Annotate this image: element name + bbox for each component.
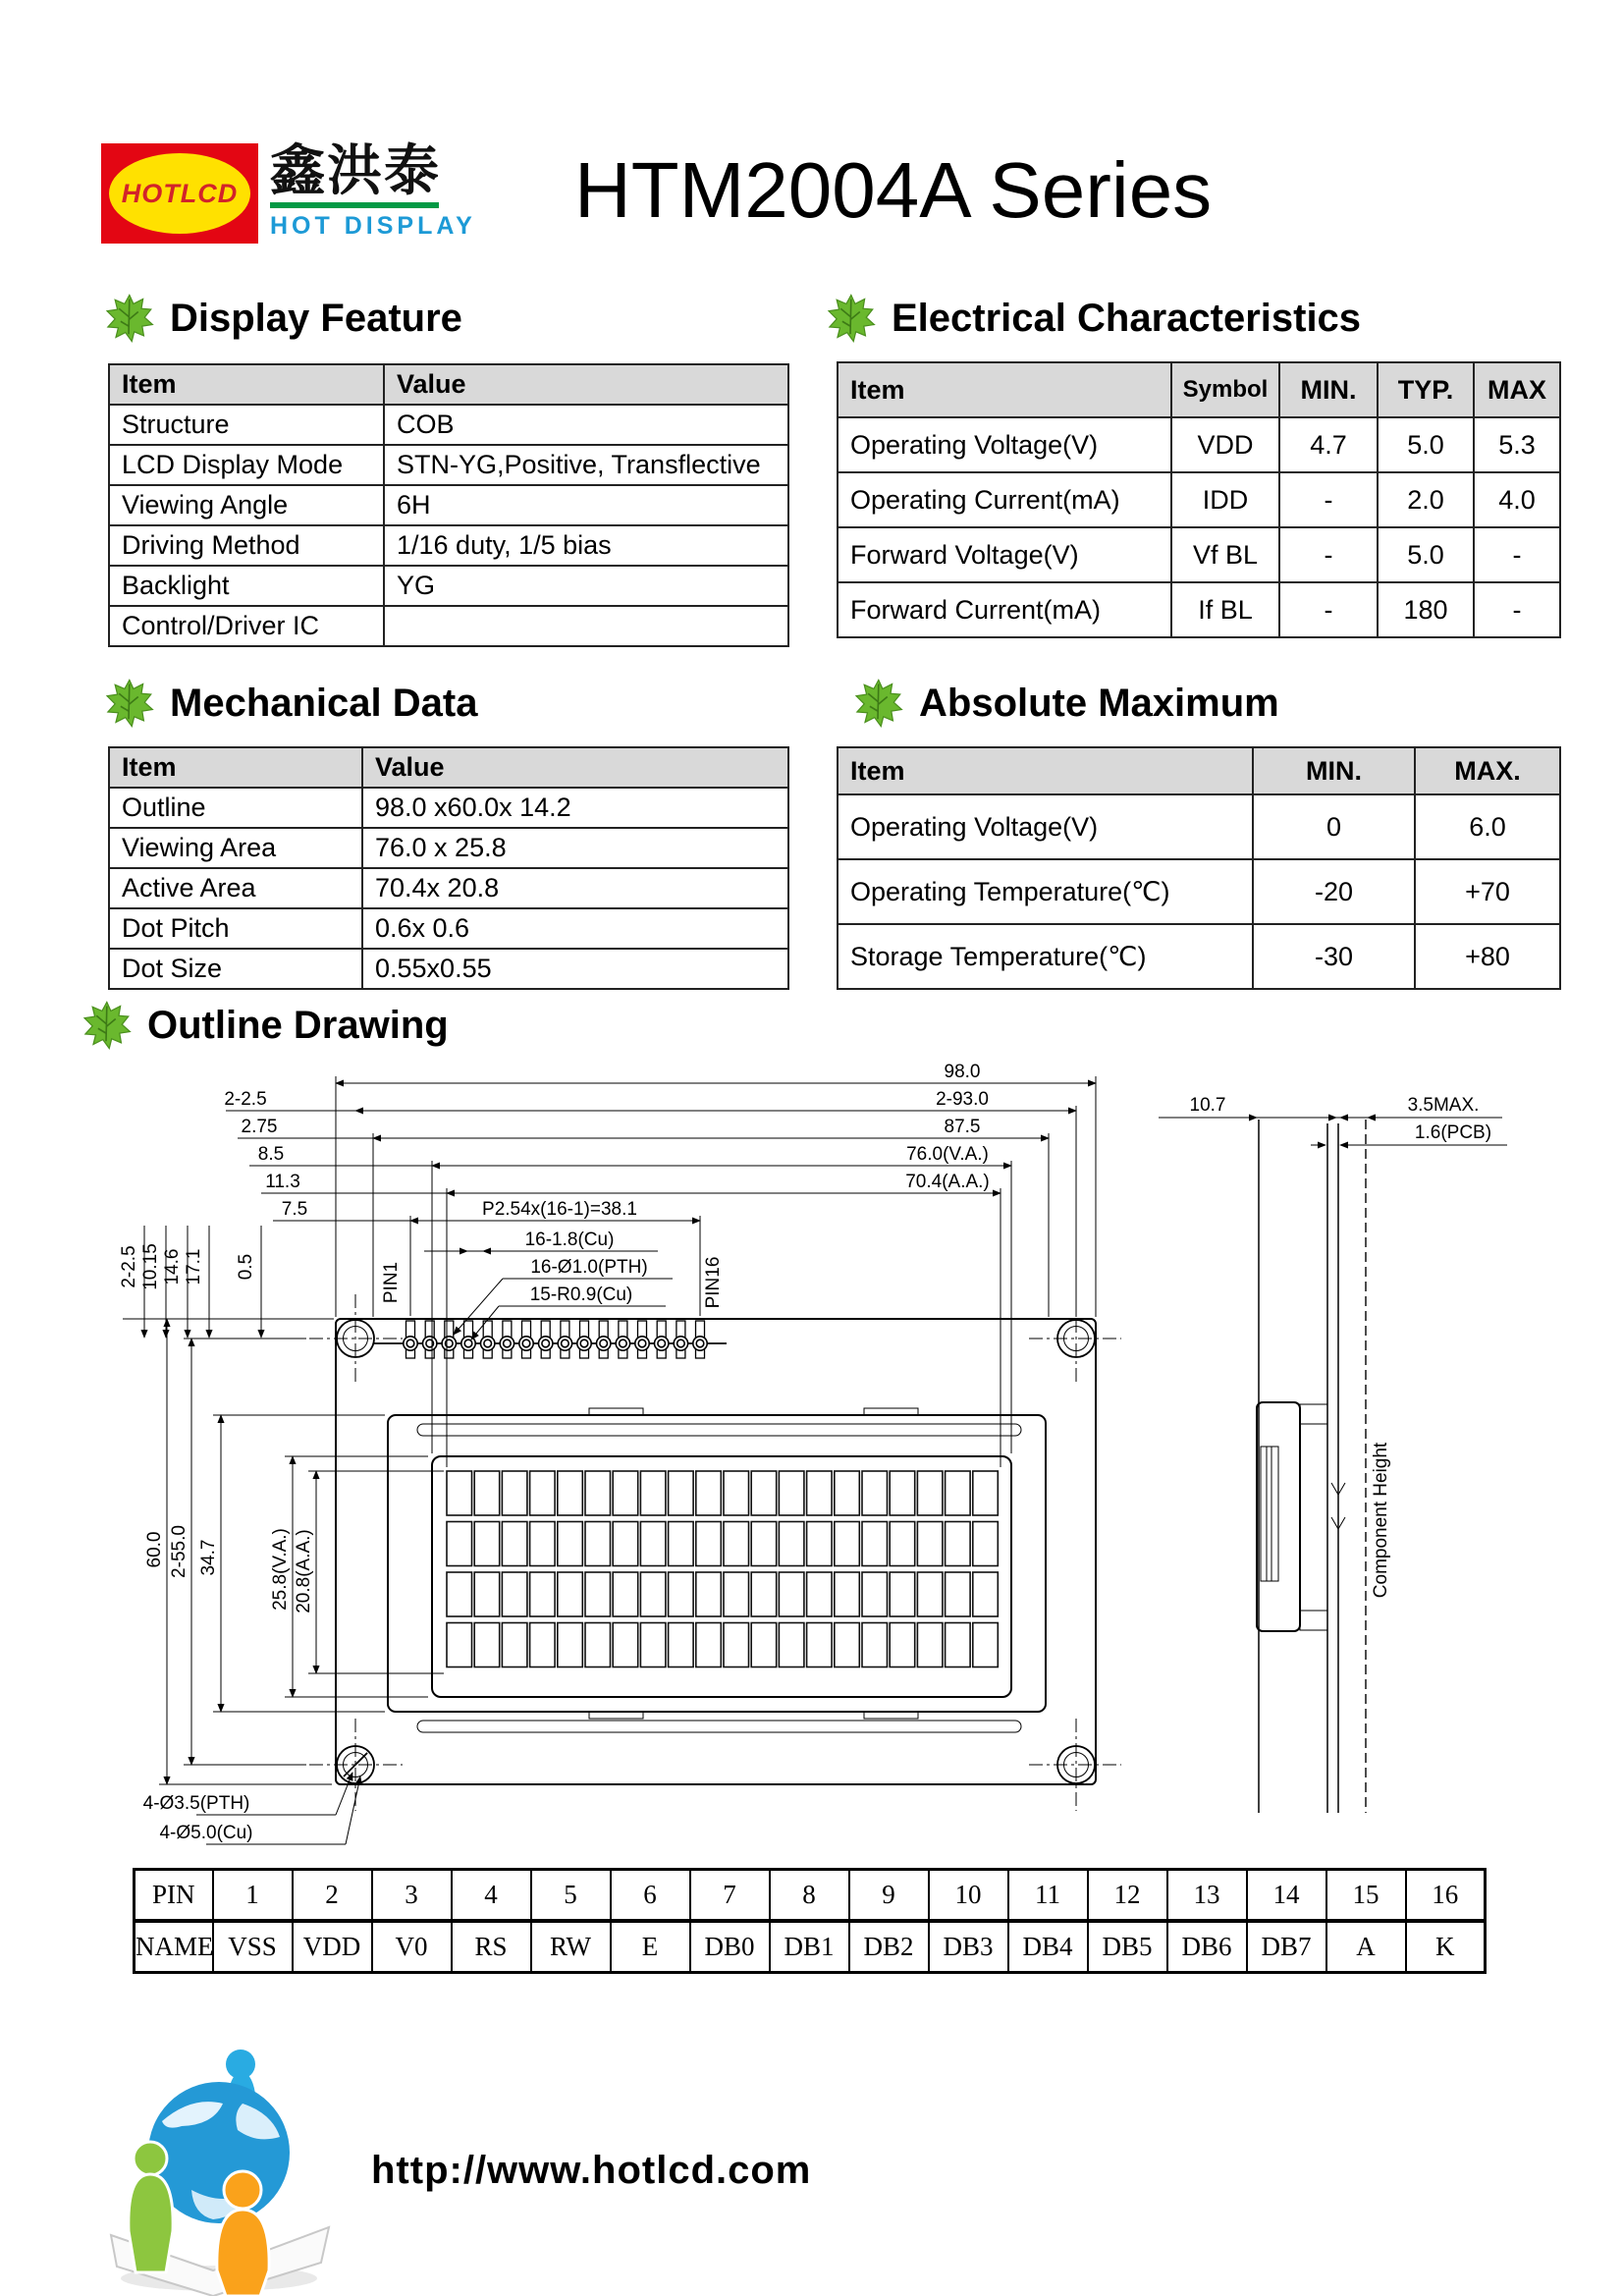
- table-cell: RW: [531, 1921, 611, 1973]
- table-cell: VDD: [1171, 417, 1279, 472]
- table-cell: +70: [1415, 859, 1560, 924]
- dim-label: 2-2.5: [119, 1245, 139, 1288]
- dim-label: 2-2.5: [224, 1089, 267, 1110]
- front-view: [309, 1253, 1121, 1811]
- table-cell: Operating Voltage(V): [838, 794, 1253, 859]
- table-cell: DB4: [1008, 1921, 1088, 1973]
- table-cell: 98.0 x60.0x 14.2: [362, 788, 788, 828]
- footer-globe-logo: [93, 2043, 349, 2296]
- heading-electrical: [825, 293, 1361, 344]
- dim-label: 14.6: [162, 1248, 183, 1285]
- table-cell: Active Area: [109, 868, 362, 908]
- table-cell: 4.0: [1474, 472, 1560, 527]
- dim-label: 0.5: [236, 1253, 256, 1281]
- table-cell: 0.55x0.55: [362, 949, 788, 989]
- table-cell: YG: [384, 566, 788, 606]
- table-cell: 5.3: [1474, 417, 1560, 472]
- table-cell: [384, 606, 788, 646]
- logo-background: [101, 143, 258, 244]
- dim-label: 1.6(PCB): [1414, 1122, 1492, 1143]
- heading-text: Absolute Maximum: [919, 681, 1279, 725]
- absolute-maximum-table: [837, 746, 1561, 990]
- table-cell: LCD Display Mode: [109, 445, 384, 485]
- table-cell: 76.0 x 25.8: [362, 828, 788, 868]
- table-cell: 0.6x 0.6: [362, 908, 788, 949]
- table-cell: Backlight: [109, 566, 384, 606]
- component-height-label: Component Height: [1371, 1442, 1391, 1599]
- logo-ellipse: [109, 153, 250, 234]
- mechanical-table: [108, 746, 789, 990]
- table-cell: -20: [1253, 859, 1415, 924]
- table-cell: DB7: [1247, 1921, 1326, 1973]
- heading-text: Display Feature: [170, 296, 462, 340]
- table-cell: 12: [1088, 1870, 1167, 1922]
- dim-label: 3.5MAX.: [1407, 1095, 1480, 1116]
- logo-mark-text: HOTLCD: [121, 178, 239, 208]
- pin-assignment-table: [133, 1868, 1487, 1974]
- table-cell: 5: [531, 1870, 611, 1922]
- table-cell: 6: [611, 1870, 690, 1922]
- leaf-icon: [825, 293, 876, 344]
- table-cell: Vf BL: [1171, 527, 1279, 582]
- table-cell: DB3: [929, 1921, 1008, 1973]
- dim-label: 15-R0.9(Cu): [529, 1285, 633, 1305]
- table-cell: Operating Voltage(V): [838, 417, 1171, 472]
- table-cell: 4.7: [1279, 417, 1378, 472]
- heading-text: Outline Drawing: [147, 1003, 449, 1047]
- table-cell: 7: [690, 1870, 770, 1922]
- table-cell: RS: [452, 1921, 531, 1973]
- dimension-lines-left: [144, 1319, 444, 1784]
- table-cell: Item: [109, 364, 384, 405]
- table-cell: 5.0: [1378, 527, 1474, 582]
- table-cell: Outline: [109, 788, 362, 828]
- logo-green-bar: [270, 202, 439, 208]
- dim-label: 17.1: [184, 1248, 204, 1285]
- table-cell: Item: [838, 362, 1171, 417]
- table-cell: Viewing Angle: [109, 485, 384, 525]
- table-cell: -: [1279, 582, 1378, 637]
- table-cell: Driving Method: [109, 525, 384, 566]
- table-cell: TYP.: [1378, 362, 1474, 417]
- dimension-lines-top: [224, 1062, 1096, 1467]
- pin1-label: PIN1: [381, 1261, 402, 1304]
- table-cell: NAME: [135, 1921, 213, 1973]
- table-cell: V0: [372, 1921, 452, 1973]
- table-cell: Storage Temperature(℃): [838, 924, 1253, 989]
- dim-label: 2.75: [241, 1117, 278, 1137]
- table-cell: E: [611, 1921, 690, 1973]
- table-cell: MAX: [1474, 362, 1560, 417]
- table-cell: VSS: [213, 1921, 293, 1973]
- table-cell: 11: [1008, 1870, 1088, 1922]
- table-cell: 14: [1247, 1870, 1326, 1922]
- company-logo: [101, 139, 563, 251]
- table-cell: 9: [849, 1870, 929, 1922]
- dim-label: 2-55.0: [169, 1525, 189, 1578]
- website-url: http://www.hotlcd.com: [371, 2149, 812, 2192]
- dim-label: 60.0: [144, 1531, 165, 1568]
- pin16-label: PIN16: [703, 1256, 724, 1309]
- page-title: HTM2004A Series: [574, 146, 1213, 234]
- dimension-lines-pin-offsets: [119, 1226, 334, 1338]
- table-cell: MAX.: [1415, 747, 1560, 794]
- table-cell: Operating Current(mA): [838, 472, 1171, 527]
- table-cell: 0: [1253, 794, 1415, 859]
- leaf-icon: [103, 678, 154, 729]
- heading-mechanical: [103, 678, 477, 729]
- table-cell: Item: [109, 747, 362, 788]
- table-cell: Item: [838, 747, 1253, 794]
- table-cell: IDD: [1171, 472, 1279, 527]
- table-cell: VDD: [293, 1921, 372, 1973]
- dim-label: 16-1.8(Cu): [524, 1230, 615, 1250]
- leaf-icon: [103, 293, 154, 344]
- table-cell: 3: [372, 1870, 452, 1922]
- dim-label: 70.4(A.A.): [905, 1172, 990, 1192]
- display-feature-table: [108, 363, 789, 647]
- table-cell: MIN.: [1279, 362, 1378, 417]
- dim-label: 10.15: [140, 1243, 161, 1290]
- table-cell: PIN: [135, 1870, 213, 1922]
- table-cell: 180: [1378, 582, 1474, 637]
- logo-chinese-text: 鑫洪泰: [270, 139, 441, 201]
- table-cell: Dot Size: [109, 949, 362, 989]
- dim-label: P2.54x(16-1)=38.1: [482, 1199, 637, 1220]
- table-cell: Dot Pitch: [109, 908, 362, 949]
- side-view: [1159, 1095, 1507, 1813]
- table-cell: -: [1474, 582, 1560, 637]
- table-cell: DB5: [1088, 1921, 1167, 1973]
- electrical-table: [837, 361, 1561, 638]
- table-cell: Viewing Area: [109, 828, 362, 868]
- dim-label: 25.8(V.A.): [270, 1528, 291, 1611]
- table-cell: MIN.: [1253, 747, 1415, 794]
- dim-label: 10.7: [1189, 1095, 1226, 1116]
- table-cell: 70.4x 20.8: [362, 868, 788, 908]
- table-cell: STN-YG,Positive, Transflective: [384, 445, 788, 485]
- dim-label: 16-Ø1.0(PTH): [530, 1257, 648, 1278]
- dim-label: 2-93.0: [936, 1089, 989, 1110]
- table-cell: 13: [1167, 1870, 1247, 1922]
- dim-label: 11.3: [265, 1172, 300, 1192]
- table-cell: -: [1279, 472, 1378, 527]
- table-cell: -: [1279, 527, 1378, 582]
- table-cell: A: [1326, 1921, 1406, 1973]
- table-cell: DB2: [849, 1921, 929, 1973]
- leaf-icon: [81, 1000, 132, 1051]
- table-cell: 6H: [384, 485, 788, 525]
- dim-label: 7.5: [281, 1199, 308, 1220]
- table-cell: Forward Current(mA): [838, 582, 1171, 637]
- table-cell: Control/Driver IC: [109, 606, 384, 646]
- heading-text: Electrical Characteristics: [892, 296, 1362, 340]
- table-cell: DB6: [1167, 1921, 1247, 1973]
- table-cell: 8: [770, 1870, 849, 1922]
- table-cell: 2: [293, 1870, 372, 1922]
- table-cell: 16: [1406, 1870, 1486, 1922]
- dim-label: 4-Ø3.5(PTH): [142, 1793, 250, 1814]
- dim-label: 76.0(V.A.): [906, 1144, 989, 1165]
- heading-absolute-maximum: [852, 678, 1279, 729]
- heading-outline-drawing: [81, 1000, 449, 1051]
- table-cell: K: [1406, 1921, 1486, 1973]
- hole-callouts: [143, 1773, 360, 1844]
- table-cell: Value: [362, 747, 788, 788]
- table-cell: Forward Voltage(V): [838, 527, 1171, 582]
- dim-label: 20.8(A.A.): [294, 1529, 314, 1613]
- dim-label: 87.5: [944, 1117, 981, 1137]
- table-cell: Structure: [109, 405, 384, 445]
- heading-display-feature: [103, 293, 462, 344]
- table-cell: 6.0: [1415, 794, 1560, 859]
- table-cell: 1/16 duty, 1/5 bias: [384, 525, 788, 566]
- table-cell: DB0: [690, 1921, 770, 1973]
- table-cell: DB1: [770, 1921, 849, 1973]
- table-cell: Value: [384, 364, 788, 405]
- logo-tagline: HOT DISPLAY: [270, 212, 476, 240]
- table-cell: If BL: [1171, 582, 1279, 637]
- table-cell: 1: [213, 1870, 293, 1922]
- dim-label: 4-Ø5.0(Cu): [159, 1823, 253, 1843]
- character-grid: [447, 1471, 998, 1667]
- table-cell: Symbol: [1171, 362, 1279, 417]
- table-cell: -30: [1253, 924, 1415, 989]
- table-cell: 2.0: [1378, 472, 1474, 527]
- table-cell: 5.0: [1378, 417, 1474, 472]
- dim-label: 8.5: [257, 1144, 285, 1165]
- outline-drawing: [79, 1059, 1571, 1854]
- table-cell: COB: [384, 405, 788, 445]
- dim-label: 98.0: [944, 1062, 981, 1082]
- table-cell: +80: [1415, 924, 1560, 989]
- dim-label: 34.7: [198, 1539, 219, 1576]
- table-cell: 10: [929, 1870, 1008, 1922]
- table-cell: -: [1474, 527, 1560, 582]
- leaf-icon: [852, 678, 903, 729]
- heading-text: Mechanical Data: [170, 681, 478, 725]
- table-cell: 4: [452, 1870, 531, 1922]
- table-cell: 15: [1326, 1870, 1406, 1922]
- table-cell: Operating Temperature(℃): [838, 859, 1253, 924]
